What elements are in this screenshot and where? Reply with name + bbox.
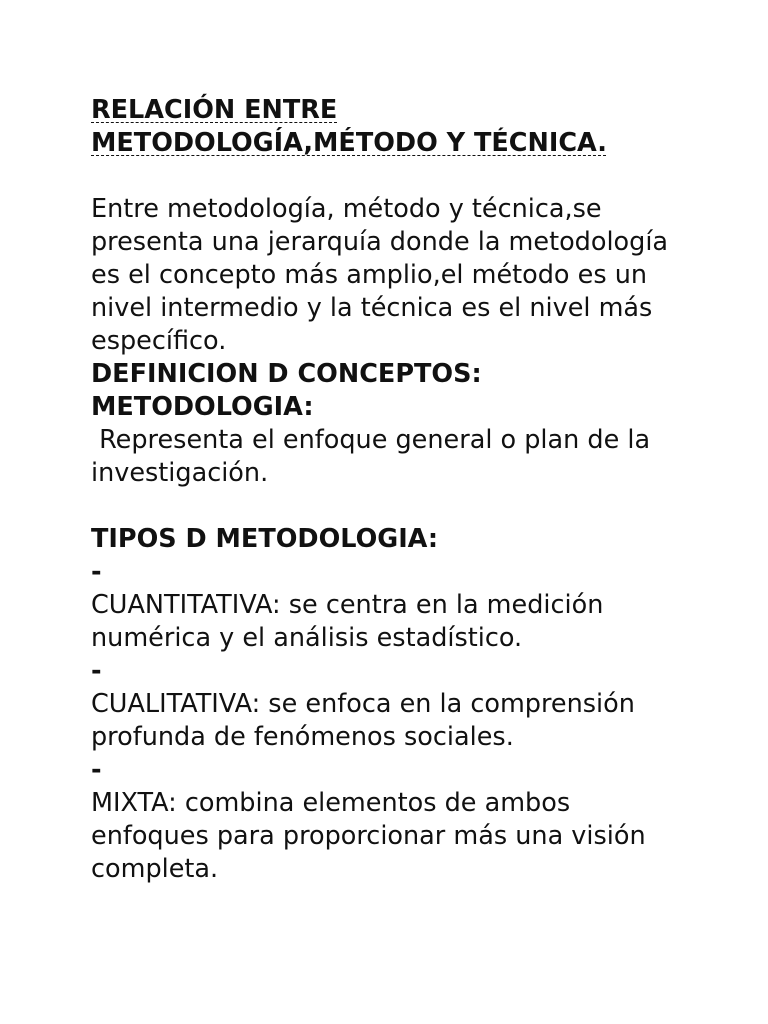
list-item-cuantitativa: CUANTITATIVA: se centra en la medición numérica y el análisis estadístico. <box>91 590 612 653</box>
spacer <box>91 490 691 523</box>
methodology-heading: METODOLOGIA: <box>91 392 314 422</box>
list-dash: - <box>91 557 102 587</box>
list-dash: - <box>91 656 102 686</box>
definitions-heading: DEFINICION D CONCEPTOS: <box>91 359 482 389</box>
methodology-definition: Representa el enfoque general o plan de la investigación. <box>91 425 659 488</box>
intro-paragraph: Entre metodología, método y técnica,se presenta una jerarquía donde la metodología es el concepto más amplio,el método es un nivel intermedio y la técnica es el nivel más específico. <box>91 194 677 356</box>
document-title <box>91 94 691 160</box>
title-line-2: METODOLOGÍA,MÉTODO Y TÉCNICA. <box>91 128 607 158</box>
list-dash: - <box>91 755 102 785</box>
list-item-cualitativa: CUALITATIVA: se enfoca en la comprensión profunda de fenómenos sociales. <box>91 689 644 752</box>
types-heading: TIPOS D METODOLOGIA: <box>91 524 439 554</box>
spacer <box>91 160 691 193</box>
types-list <box>91 556 691 886</box>
list-item-mixta: MIXTA: combina elementos de ambos enfoques para proporcionar más una visión completa. <box>91 788 654 884</box>
document-page <box>91 94 691 886</box>
title-line-1: RELACIÓN ENTRE <box>91 95 338 125</box>
